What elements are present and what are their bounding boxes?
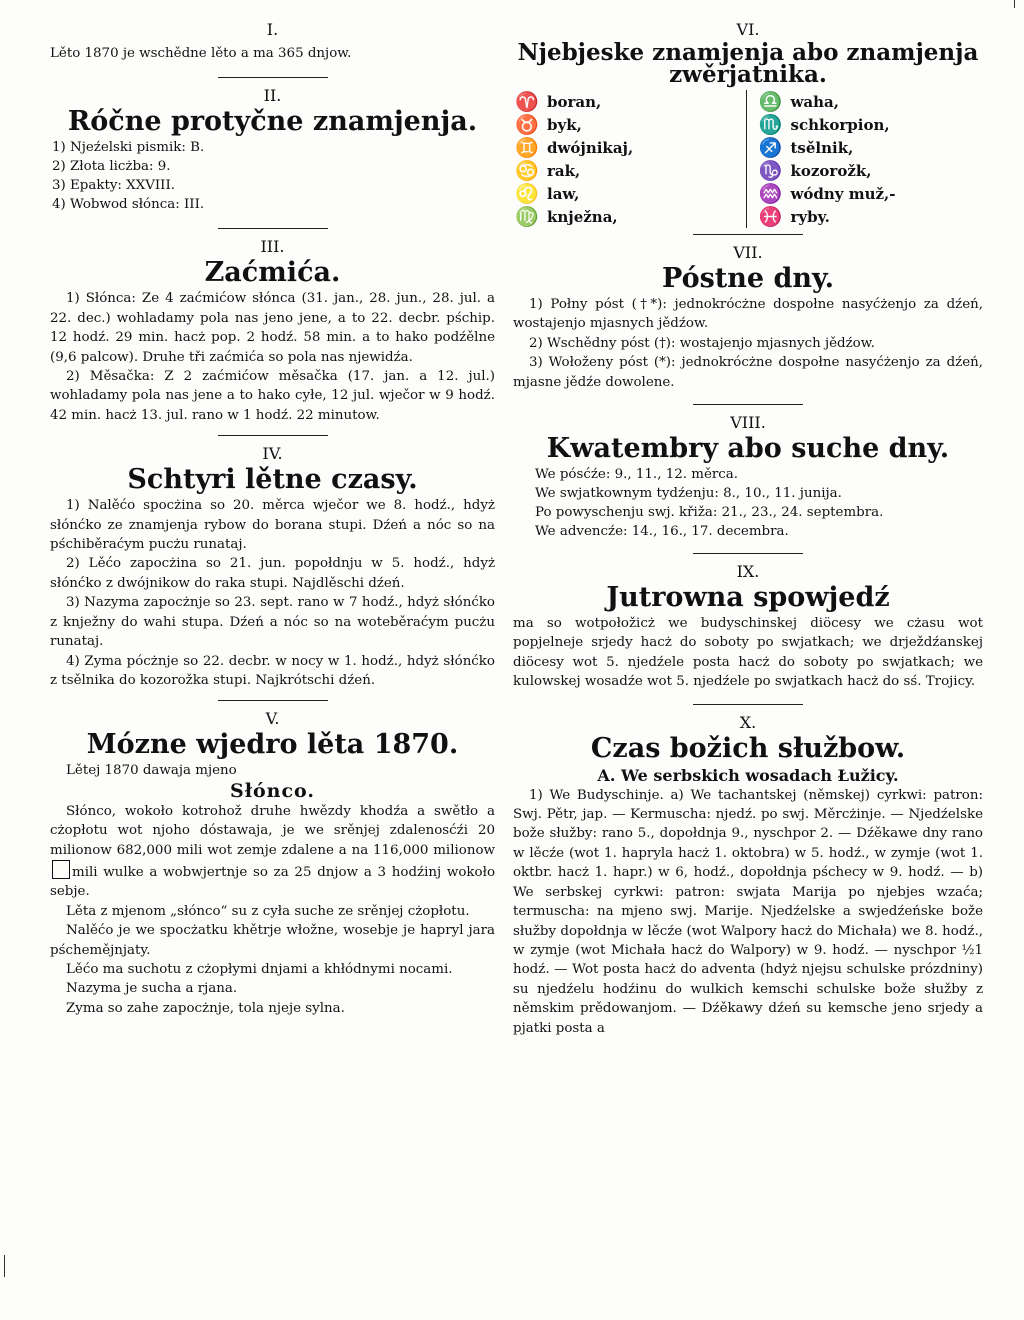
cancer-icon: ♋ (515, 160, 539, 182)
paragraph-text: mili wulke a wobwjertnje so za 25 dnjow a 3 hodźinj wokoło sebje. (50, 864, 495, 900)
zodiac-row (513, 182, 740, 205)
section-title: Jutrowna spowjedź (606, 582, 890, 614)
section-title: Mózne wjedro lěta 1870. (86, 729, 459, 761)
paragraph: ma so wotpołožicż we budyschinskej diöcesy we cżasu wot popjelneje srjedy hacż do soboty po swjatkach; we drježdźanskej diöcesy wot 5. njedźele posta hacż do soboty po swjatkach; we kulowskej wosadźe wot 5. njedźele po swjatkach hacż do sś. Trojicy. (513, 616, 983, 690)
capricorn-icon: ♑ (758, 160, 783, 182)
paragraph: 1) Słónca: Ze 4 zaćmićow słónca (31. jan., 28. jun., 28. jul. a 22. dec.) wohladamy pola nas jeno jene, a to 22. decbr. pśchip. 12 hodź. 29 min. hacż pop. 2 hodź. 58 min. a to hako podźělne (9,6 palcow). Druhe tři zaćmića so pola nas njewidźa. (50, 291, 495, 365)
list (50, 138, 495, 214)
paragraph (50, 802, 495, 902)
margin-mark (1014, 0, 1015, 8)
taurus-icon: ♉ (515, 114, 539, 136)
zodiac-column (747, 90, 984, 228)
paragraph: 3) Nazyma zapocżnje so 23. sept. rano w 7 hodź., hdyż słónćko z knježny do wahi stupa. Dźeń a nóc so na woteběraćym pucżu runataj. (50, 595, 495, 650)
zodiac-name: ryby. (790, 207, 830, 226)
zodiac-name: schkorpion, (790, 115, 890, 134)
list-item: Po powyschenju swj. křiža: 21., 23., 24. septembra. (535, 505, 884, 521)
scorpio-icon: ♏ (758, 114, 783, 136)
paragraph-text: Słónco, wokoło kotrohož druhe hwězdy khodźa a swětło a cżopłotu wot njoho dóstawaja, je we srěnjej zdalenosćźi 20 milionow 682,000 mili wot zemje zdalene a na 116,000 milionow (50, 803, 495, 858)
zodiac-name: byk, (547, 115, 582, 134)
sagittarius-icon: ♐ (758, 137, 783, 159)
paragraph: Lěćo ma suchotu z cżopłymi dnjami a khłódnymi nocami. (66, 961, 453, 977)
paragraph: 4) Zyma pócżnje so 22. decbr. w nocy w 1. hodź., hdyż słónćko z tsělnika do kozorožka stupi. Najkrótschi dźeń. (50, 653, 495, 688)
section-title: zwěrjatnika. (669, 61, 827, 88)
left-column (50, 20, 495, 1018)
paragraph: 2) Měsačka: Z 2 zaćmićow měsačka (17. jan. a 12. jul.) wohladamy pola nas jene a to hako cyłe, 12 jul. wječor w 9 hodź. 42 min. hacż 13. jul. rano w 1 hodź. 22 minutow. (50, 369, 495, 423)
list-item: We swjatkownym tydźenju: 8., 10., 11. junija. (535, 486, 842, 502)
section-number: III. (260, 237, 285, 257)
zodiac-name: rak, (547, 161, 581, 180)
paragraph: Zyma so zahe zapocżnje, tola njeje sylna. (66, 1000, 345, 1016)
section-number: VII. (733, 243, 763, 262)
divider (218, 228, 328, 229)
right-column (513, 20, 983, 1038)
paragraph: 1) Nalěćo spocżina so 20. měrca wječor we 8. hodź., hdyż słónćko ze znamjenja rybow do borana stupi. Dźeń a nóc so na pśchiběraćym pucżu runataj. (50, 498, 495, 553)
zodiac-name: tsělnik, (790, 138, 854, 157)
paragraph: Nazyma je sucha a rjana. (66, 981, 238, 997)
section-number: VIII. (730, 413, 766, 433)
zodiac-name: law, (547, 184, 580, 203)
list (513, 465, 983, 541)
margin-mark (4, 1255, 5, 1277)
list-item: 2) Złota licżba: 9. (52, 159, 171, 175)
zodiac-name: kozorožk, (790, 161, 872, 180)
paragraph: 1) We Budyschinje. a) We tachantskej (němskej) cyrkwi: patron: Swj. Pětr, jap. — Kermuscha: njedź. po swj. Měrcżinje. — Njedźelske bože słužby: rano 5., dopołdnja 9., nyschpor 2. — Dźěkawe dny rano w lěcźe (wot 1. hapryla hacż 1. oktobra) w 5. hodź., w zymje (wot 1. oktbr. hacż 1. hapr.) w 6, hodź., dopołdnja pśchecy w 9. hodź. — b) We serbskej cyrkwi: patron: swjata Marija po njebjes wzaća; termuscha: na mjeno swj. Marije. Njedźelske a swjedźeńske bože słužby dopołdnja w lěcźe (wot Walpory hacż do Michała) we 8. hodź., w zymje (wot Michała hacż do Walpory) w 9. hodź. — nyschpor ½1 hodź. — Wot posta hacż do adventa (hdyż njejsu schulske prózdniny) su njedźelu hodźinu do wulkich kemschi schulske bože słužby z němskim prědowanjom. — Dźěkawy dźeń su kemsche jeno srjedy a pjatki posta a (513, 787, 983, 1036)
paragraph: Lětej 1870 dawaja mjeno (66, 763, 237, 779)
section-title: Schtyri lětne czasy. (127, 464, 418, 496)
paragraph: 1) Połny póst (†*): jednokrócżne dospołne nasyćżenjo za dźeń, wostajenjo mjasnych jědźow. (513, 297, 983, 332)
zodiac-name: waha, (790, 92, 839, 111)
zodiac-name: wódny muž,- (790, 184, 896, 203)
divider (693, 704, 803, 705)
paragraph: 3) Wołoženy póst (*): jednokrócżne dospołne nasyćżenjo za dźeń, mjasne jědźe dowolene. (513, 355, 983, 390)
zodiac-row (513, 90, 740, 113)
leo-icon: ♌ (515, 183, 539, 205)
subheading: Słónco. (229, 779, 316, 802)
aries-icon: ♈ (515, 91, 539, 113)
subheading: A. We serbskich wosadach Łužicy. (597, 765, 899, 785)
paragraph: 2) Lěćo zapocżina so 21. jun. popołdnju w 5. hodź., hdyż słónćko z dwójnikow do raka stupi. Najdlěschi dźeń. (50, 556, 495, 591)
section-number: V. (265, 709, 280, 729)
zodiac-row (513, 205, 740, 228)
section-title: Kwatembry abo suche dny. (546, 433, 950, 465)
list-item: 4) Wobwod słónca: III. (52, 197, 205, 213)
zodiac-row (513, 136, 740, 159)
zodiac-name: boran, (547, 92, 602, 111)
section-number: VI. (736, 20, 760, 39)
zodiac-row (757, 90, 984, 113)
section-number: IX. (736, 562, 760, 582)
paragraph: Nalěćo je we spocżatku khětrje włožne, wosebje je hapryl jara pśchemějnjaty. (50, 923, 495, 958)
section-number: X. (739, 712, 757, 732)
zodiac-name: knježna, (547, 207, 618, 226)
zodiac-row (757, 159, 984, 182)
virgo-icon: ♍ (515, 206, 539, 228)
paragraph: 2) Wschědny póst (†): wostajenjo mjasnych jědźow. (529, 335, 875, 351)
zodiac-row (757, 205, 984, 228)
list-item: 1) Njeźelski pismik: B. (52, 140, 205, 156)
section-title: Póstne dny. (662, 263, 834, 294)
year-statement: Lěto 1870 je wschědne lěto a ma 365 dnjow. (50, 46, 352, 61)
list-item: We advencźe: 14., 16., 17. decembra. (535, 524, 789, 540)
divider (693, 234, 803, 235)
section-title: Czas božich słužbow. (590, 732, 906, 764)
zodiac-row (757, 136, 984, 159)
zodiac-table (513, 90, 983, 228)
section-number: IV. (262, 444, 283, 464)
divider (693, 553, 803, 554)
divider (218, 435, 328, 436)
zodiac-row (757, 182, 984, 205)
divider (693, 404, 803, 405)
zodiac-name: dwójnikaj, (547, 138, 634, 157)
list-item: We pósćźe: 9., 11., 12. měrca. (535, 467, 739, 483)
divider (218, 77, 328, 78)
empty-box-icon (52, 860, 70, 879)
section-number: II. (263, 86, 282, 106)
section-title: Róčne protyčne znamjenja. (67, 106, 478, 138)
libra-icon: ♎ (758, 91, 783, 113)
zodiac-row (513, 159, 740, 182)
pisces-icon: ♓ (758, 206, 783, 228)
list-item: 3) Epakty: XXVIII. (52, 178, 176, 194)
zodiac-row (513, 113, 740, 136)
section-title: Zaćmića. (204, 257, 341, 289)
gemini-icon: ♊ (515, 137, 539, 159)
paragraph: Lěta z mjenom „słónco“ su z cyła suche ze srěnjej cżopłotu. (66, 903, 470, 919)
divider (218, 700, 328, 701)
zodiac-column (513, 90, 747, 228)
zodiac-row (757, 113, 984, 136)
section-title: Njebjeske znamjenja abo znamjenja (517, 39, 979, 66)
section-number: I. (266, 20, 279, 39)
aquarius-icon: ♒ (758, 183, 783, 205)
